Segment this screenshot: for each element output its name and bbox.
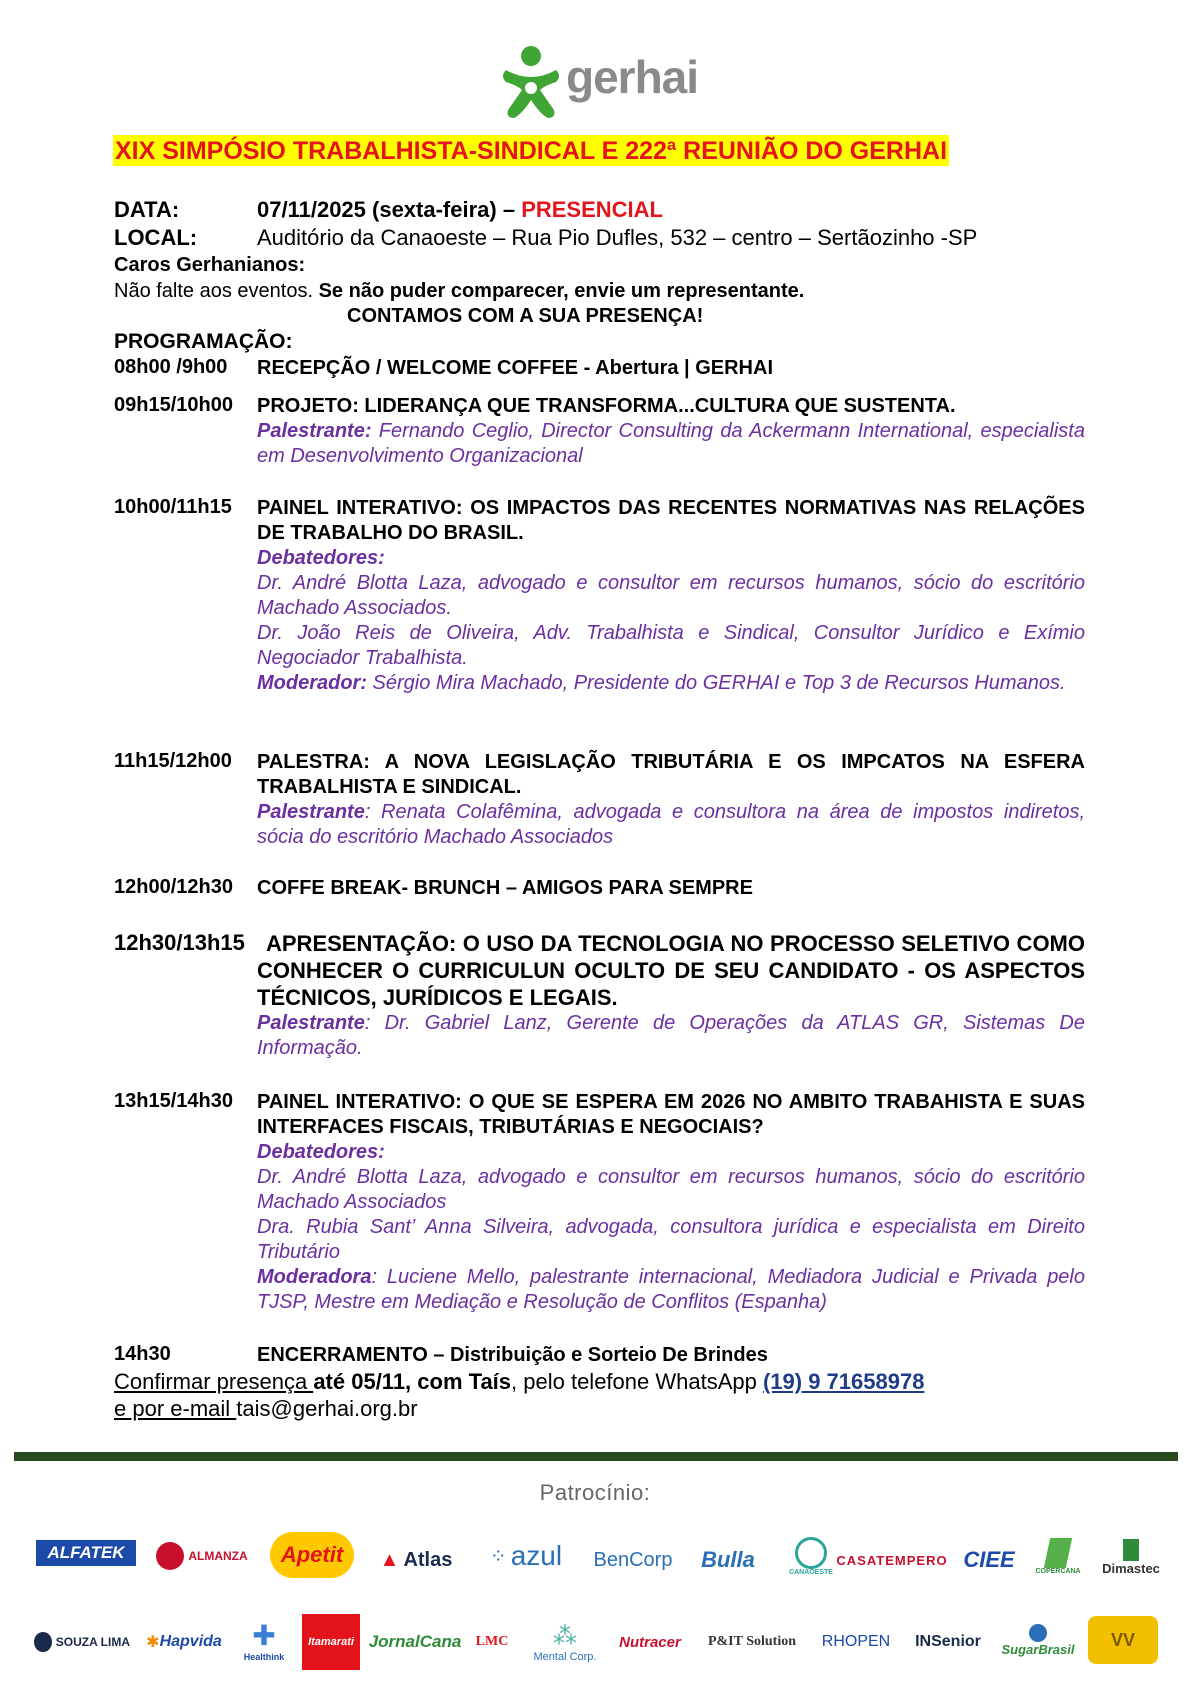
session-3 [257,496,1085,696]
session-5-title: COFFE BREAK- BRUNCH – AMIGOS PARA SEMPRE [257,877,753,899]
session-1-title: RECEPÇÃO / WELCOME COFFEE - Abertura | GERHAI [257,357,773,379]
session-8-title: ENCERRAMENTO – Distribuição e Sorteio De Brindes [257,1344,768,1366]
session-4-time: 11h15/12h00 [114,750,232,772]
almanza-emblem-icon [156,1542,184,1570]
event-mode: PRESENCIAL [521,197,663,222]
session-5-time: 12h00/12h30 [114,876,233,898]
session-7-title: PAINEL INTERATIVO: O QUE SE ESPERA EM 2026 NO AMBITO TRABAHISTA E SUAS INTERFACES FISCAIS, TRIBUTÁRIAS E NEGOCIAIS? [257,1091,1085,1138]
session-3-debater-1: Dr. André Blotta Laza, advogado e consultor em recursos humanos, sócio do escritório Machado Associados. [257,572,1085,619]
speaker-role: Palestrante: [257,420,372,442]
session-6-time: 12h30/13h15 [114,930,245,955]
gerhai-person-icon [500,44,562,120]
mental-corp-molecule-icon: ⁂ [553,1622,577,1650]
date-label: DATA: [114,197,180,222]
session-4-speaker: Palestrante: Renata Colafêmina, advogada e consultora na área de impostos indiretos, sócia do escritório Machado Associados [257,801,1085,848]
sponsor-dimastec: Dimastec [1094,1532,1168,1582]
dimastec-mark-icon [1123,1539,1139,1561]
sponsor-jornalcana: JornalCana [368,1632,462,1651]
copercana-leaf-icon [1044,1538,1072,1568]
sponsor-apetit: Apetit [270,1532,354,1578]
session-6-speaker: Palestrante: Dr. Gabriel Lanz, Gerente de Operações da ATLAS GR, Sistemas De Informação. [257,1012,1085,1059]
sponsor-souza-lima: SOUZA LIMA [34,1622,130,1662]
email-link[interactable]: tais@gerhai.org.br [236,1396,418,1421]
session-6 [257,930,1085,1061]
greeting: Caros Gerhanianos: [114,254,306,276]
local-value: Auditório da Canaoeste – Rua Pio Dufles, 532 – centro – Sertãozinho -SP [257,225,978,250]
atlas-triangle-icon: ▲ [379,1548,400,1571]
gerhai-wordmark: gerhai [566,51,699,103]
sponsor-ciee: CIEE [963,1547,1015,1572]
sponsor-alfatek: ALFATEK [36,1540,136,1566]
sponsors-label: Patrocínio: [539,1480,651,1505]
gerhai-logo [500,44,700,126]
session-3-moderator: Moderador: Sérgio Mira Machado, Presidente do GERHAI e Top 3 de Recursos Humanos. [257,672,1066,694]
sugarbrasil-globe-icon [1029,1624,1047,1642]
session-7-debaters-label: Debatedores: [257,1141,385,1163]
sponsor-itamarati: Itamarati [302,1614,360,1670]
session-6-title: APRESENTAÇÃO: O USO DA TECNOLOGIA NO PROCESSO SELETIVO COMO CONHECER O CURRICULUN OCULTO DE SEU CANDIDATO - OS ASPECTOS TÉCNICOS, JURÍDICOS E LEGAIS. [257,931,1085,1010]
sponsor-almanza: ALMANZA [150,1536,254,1576]
session-4-title: PALESTRA: A NOVA LEGISLAÇÃO TRIBUTÁRIA E OS IMPCATOS NA ESFERA TRABALHISTA E SINDICAL. [257,751,1085,798]
sponsor-hapvida: ✱ Hapvida [146,1633,222,1651]
healthink-cross-icon: ✚ [252,1619,276,1651]
session-7 [257,1090,1085,1315]
session-1-time: 08h00 /9h00 [114,356,228,378]
invite-plain: Não falte aos eventos. [114,280,319,302]
sponsor-atlas: ▲ Atlas [379,1548,453,1571]
sponsor-lmc: LMC [475,1634,509,1649]
footer-divider [14,1452,1178,1461]
count-on-text: CONTAMOS COM A SUA PRESENÇA! [347,305,704,327]
event-title: XIX SIMPÓSIO TRABALHISTA-SINDICAL E 222ª REUNIÃO DO GERHAI [115,137,948,165]
session-2-speaker: Palestrante: Fernando Ceglio, Director Consulting da Ackermann International, especialista em Desenvolvimento Organizacional [257,420,1085,467]
whatsapp-phone-link[interactable]: (19) 9 71658978 [762,1369,925,1394]
sponsor-bencorp: BenCorp [593,1548,673,1571]
sponsor-pit-solution: P&IT Solution [707,1634,797,1649]
souza-lima-badge-icon [34,1632,52,1652]
session-8-time: 14h30 [114,1343,171,1365]
date-text: 07/11/2025 (sexta-feira) – [257,197,522,222]
sponsor-azul: ⁘ azul [489,1540,563,1571]
sponsor-sugarbrasil: SugarBrasil [998,1614,1078,1666]
invite-bold: Se não puder comparecer, envie um representante. [318,280,805,302]
sponsor-senior: INSenior [915,1633,981,1650]
sponsor-bulla: Bulla [701,1547,755,1572]
confirm-line: Confirmar presença até 05/11, com Taís, pelo telefone WhatsApp (19) 9 71658978 [114,1369,925,1394]
canaoeste-ring-icon [795,1537,827,1569]
sponsor-rhopen: RHOPEN [821,1633,891,1650]
session-3-debater-2: Dr. João Reis de Oliveira, Adv. Trabalhista e Sindical, Consultor Jurídico e Exímio Negociador Trabalhista. [257,622,1085,669]
session-7-debater-2: Dra. Rubia Sant’ Anna Silveira, advogada, consultora jurídica e especialista em Direito Tributário [257,1216,1085,1263]
program-label: PROGRAMAÇÃO: [114,330,293,353]
email-line: e por e-mail tais@gerhai.org.br [114,1396,418,1421]
sponsor-casatempero: CASATEMPERO [836,1552,948,1568]
date-value [257,197,663,223]
local-label: LOCAL: [114,225,198,250]
invite-text [114,280,804,303]
session-3-title: PAINEL INTERATIVO: OS IMPACTOS DAS RECENTES NORMATIVAS NAS RELAÇÕES DE TRABALHO DO BRASIL. [257,497,1085,544]
sponsor-copercana: COPERCANA [1030,1532,1086,1580]
session-4 [257,750,1085,850]
azul-dots-icon: ⁘ [489,1545,507,1568]
sponsor-mental-corp: ⁂ Mental Corp. [533,1622,597,1663]
session-3-time: 10h00/11h15 [114,496,232,518]
session-7-debater-1: Dr. André Blotta Laza, advogado e consultor em recursos humanos, sócio do escritório Machado Associados [257,1166,1085,1213]
session-2-time: 09h15/10h00 [114,394,233,416]
hapvida-star-icon: ✱ [146,1634,160,1651]
session-7-moderator: Moderadora: Luciene Mello, palestrante internacional, Mediadora Judicial e Privada pelo TJSP, Mestre em Mediação e Resolução de Conflitos (Espanha) [257,1266,1085,1313]
session-7-time: 13h15/14h30 [114,1090,233,1112]
sponsor-healthink: ✚ Healthink [243,1619,285,1662]
sponsor-vv: VV [1088,1616,1158,1664]
session-3-debaters-label: Debatedores: [257,547,385,569]
sponsor-canaoeste: CANAOESTE [776,1536,846,1576]
sponsor-nutracer: Nutracer [619,1633,681,1651]
session-2-title: PROJETO: LIDERANÇA QUE TRANSFORMA...CULTURA QUE SUSTENTA. [257,395,956,417]
session-2 [257,394,1085,469]
